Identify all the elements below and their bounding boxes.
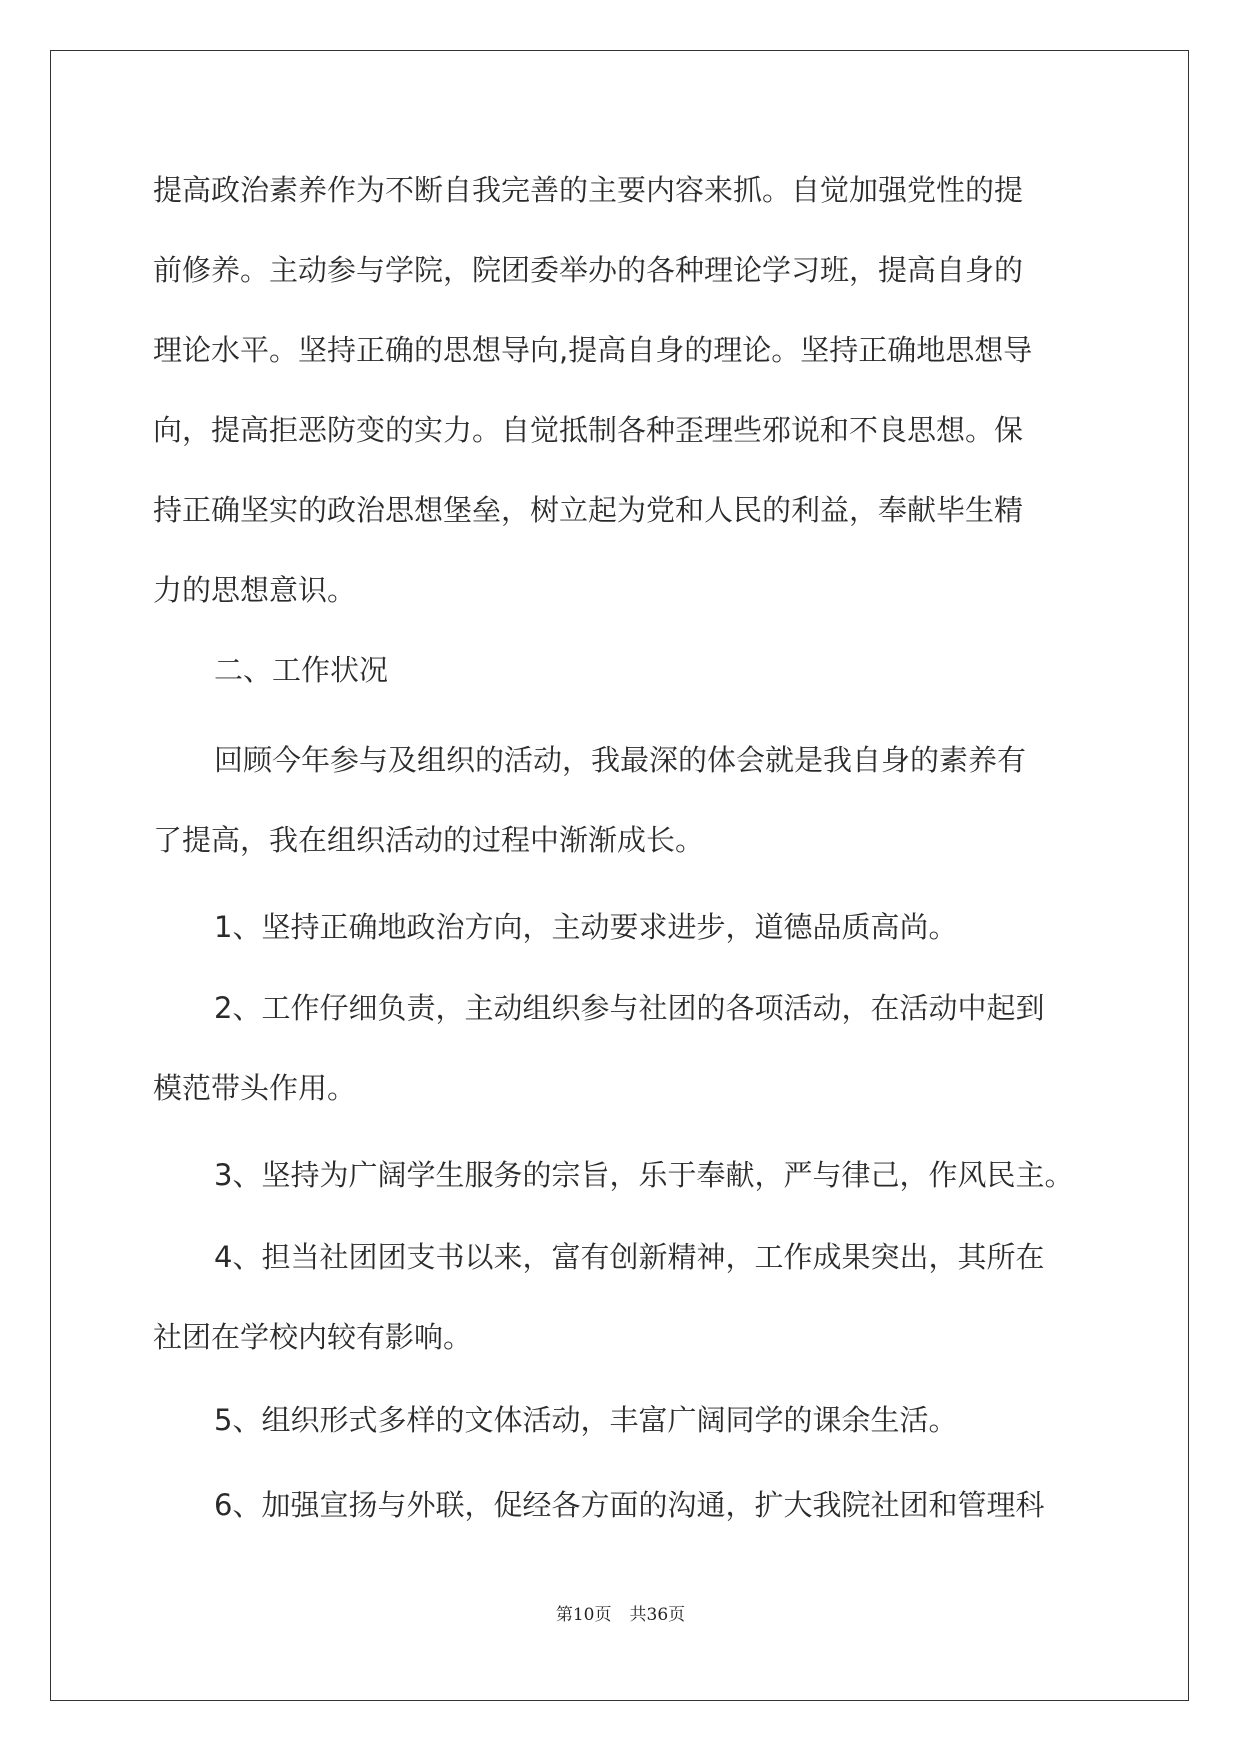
paragraph-line: 向，提高拒恶防变的实力。自觉抵制各种歪理些邪说和不良思想。保: [153, 413, 1024, 447]
list-item: 6、加强宣扬与外联，促经各方面的沟通，扩大我院社团和管理科: [214, 1488, 1045, 1522]
paragraph-line: 了提高，我在组织活动的过程中渐渐成长。: [153, 823, 705, 857]
page-number: 第10页: [555, 1605, 612, 1625]
paragraph-line: 力的思想意识。: [153, 573, 357, 607]
list-item: 4、担当社团团支书以来，富有创新精神，工作成果突出，其所在: [214, 1240, 1045, 1274]
paragraph-line: 持正确坚实的政治思想堡垒，树立起为党和人民的利益，奉献毕生精: [153, 493, 1024, 527]
list-item: 3、坚持为广阔学生服务的宗旨，乐于奉献，严与律己，作风民主。: [214, 1158, 1074, 1192]
list-item: 2、工作仔细负责，主动组织参与社团的各项活动，在活动中起到: [214, 991, 1045, 1025]
paragraph-line: 理论水平。坚持正确的思想导向,提高自身的理论。坚持正确地思想导: [153, 333, 1033, 367]
paragraph-line: 社团在学校内较有影响。: [153, 1320, 473, 1354]
paragraph-line: 模范带头作用。: [153, 1071, 357, 1105]
list-item: 1、坚持正确地政治方向，主动要求进步，道德品质高尚。: [214, 910, 958, 944]
paragraph-line: 回顾今年参与及组织的活动，我最深的体会就是我自身的素养有: [214, 743, 1027, 777]
paragraph-line: 前修养。主动参与学院，院团委举办的各种理论学习班，提高自身的: [153, 253, 1024, 287]
page-total: 共36页: [629, 1605, 686, 1625]
page-border: [50, 50, 1189, 1701]
section-heading: 二、工作状况: [214, 653, 389, 687]
page-footer: [0, 1603, 1241, 1627]
paragraph-line: 提高政治素养作为不断自我完善的主要内容来抓。自觉加强党性的提: [153, 173, 1024, 207]
list-item: 5、组织形式多样的文体活动，丰富广阔同学的课余生活。: [214, 1403, 958, 1437]
